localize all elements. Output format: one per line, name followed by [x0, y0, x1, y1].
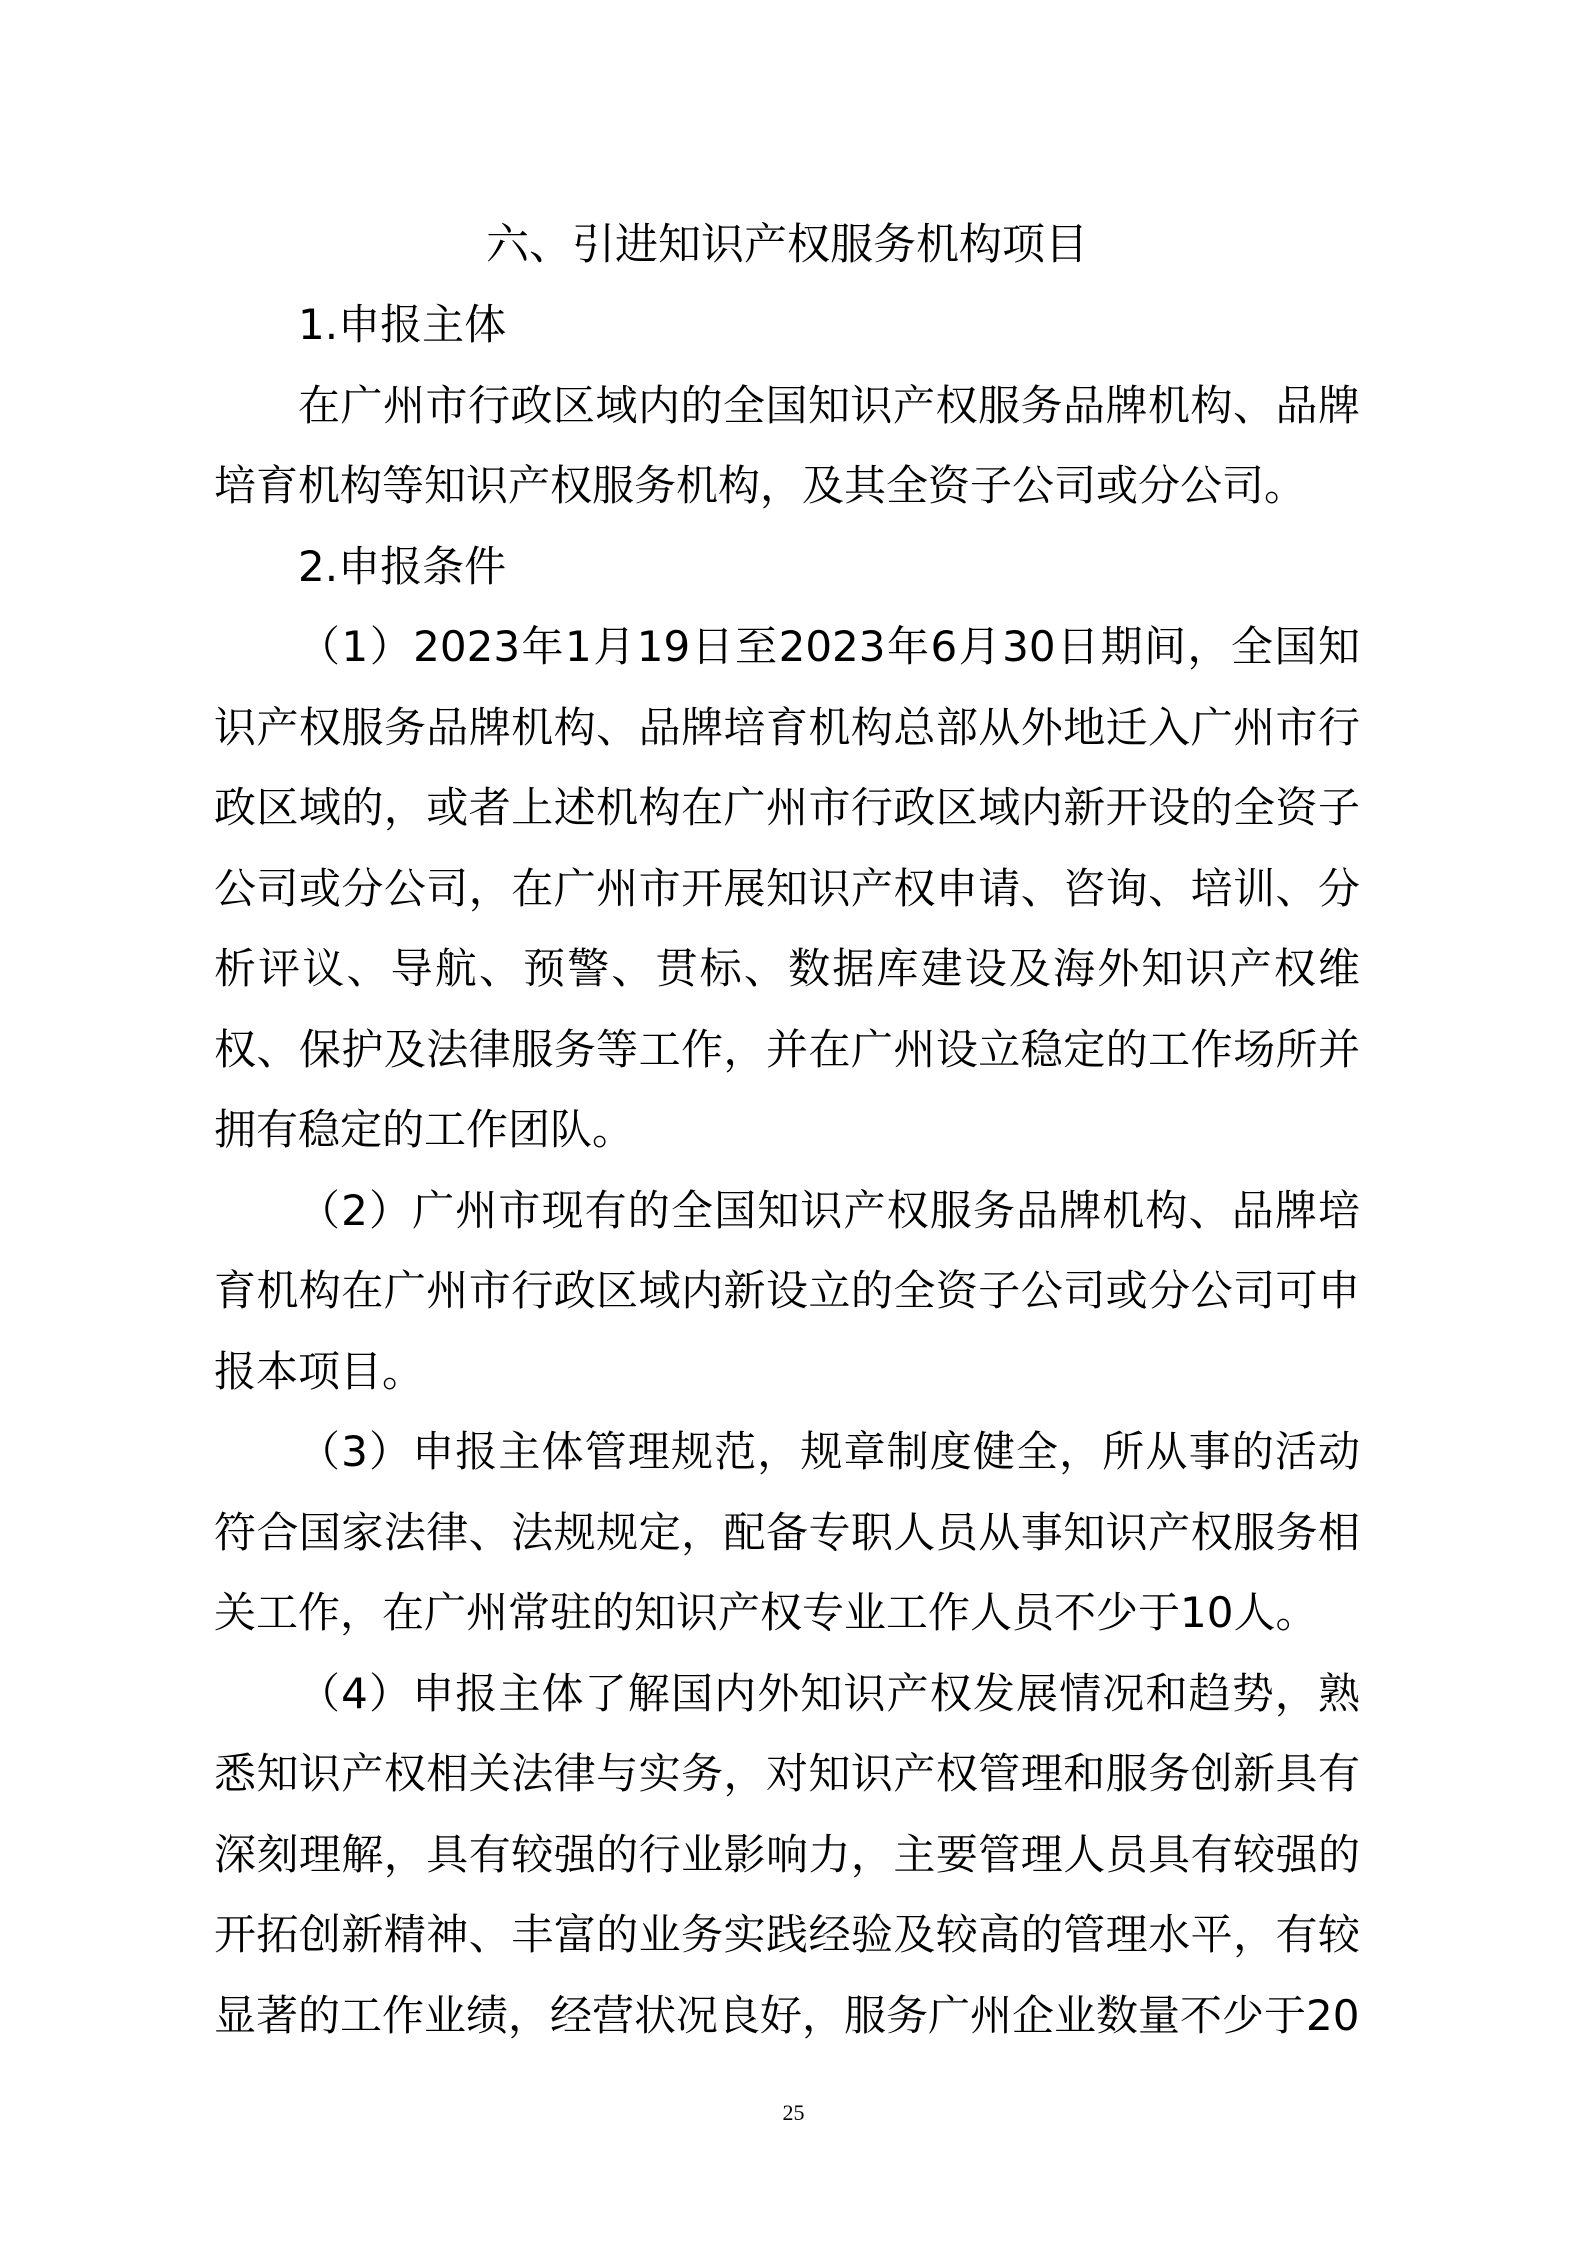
condition-3-paragraph: （3）申报主体管理规范，规章制度健全，所从事的活动符合国家法律、法规规定，配备专职人员从事知识产权服务相关工作，在广州常驻的知识产权专业工作人员不少于10人。: [214, 1427, 1360, 1637]
condition-2-paragraph: （2）广州市现有的全国知识产权服务品牌机构、品牌培育机构在广州市行政区域内新设立的全资子公司或分公司可申报本项目。: [214, 1185, 1360, 1396]
page-number: 25: [782, 2100, 805, 2125]
applicant-paragraph: 在广州市行政区域内的全国知识产权服务品牌机构、品牌培育机构等知识产权服务机构，及其全资子公司或分公司。: [214, 380, 1360, 510]
condition-1-paragraph: （1）2023年1月19日至2023年6月30日期间，全国知识产权服务品牌机构、品牌培育机构总部从外地迁入广州市行政区域的，或者上述机构在广州市行政区域内新开设的全资子公司或分公司，在广州市开展知识产权申请、咨询、培训、分析评议、导航、预警、贯标、数据库建设及海外知识产权维权、保护及法律服务等工作，并在广州设立稳定的工作场所并拥有稳定的工作团队。: [214, 622, 1360, 1154]
section-title-conditions: 2.申报条件: [298, 541, 507, 591]
condition-4-paragraph: （4）申报主体了解国内外知识产权发展情况和趋势，熟悉知识产权相关法律与实务，对知识产权管理和服务创新具有深刻理解，具有较强的行业影响力，主要管理人员具有较强的开拓创新精神、丰富的业务实践经验及较高的管理水平，有较显著的工作业绩，经营状况良好，服务广州企业数量不少于20: [214, 1668, 1360, 2040]
section-title-applicant: 1.申报主体: [298, 300, 507, 349]
document-body: [214, 205, 1360, 2056]
document-heading: 六、引进知识产权服务机构项目: [486, 220, 1088, 270]
